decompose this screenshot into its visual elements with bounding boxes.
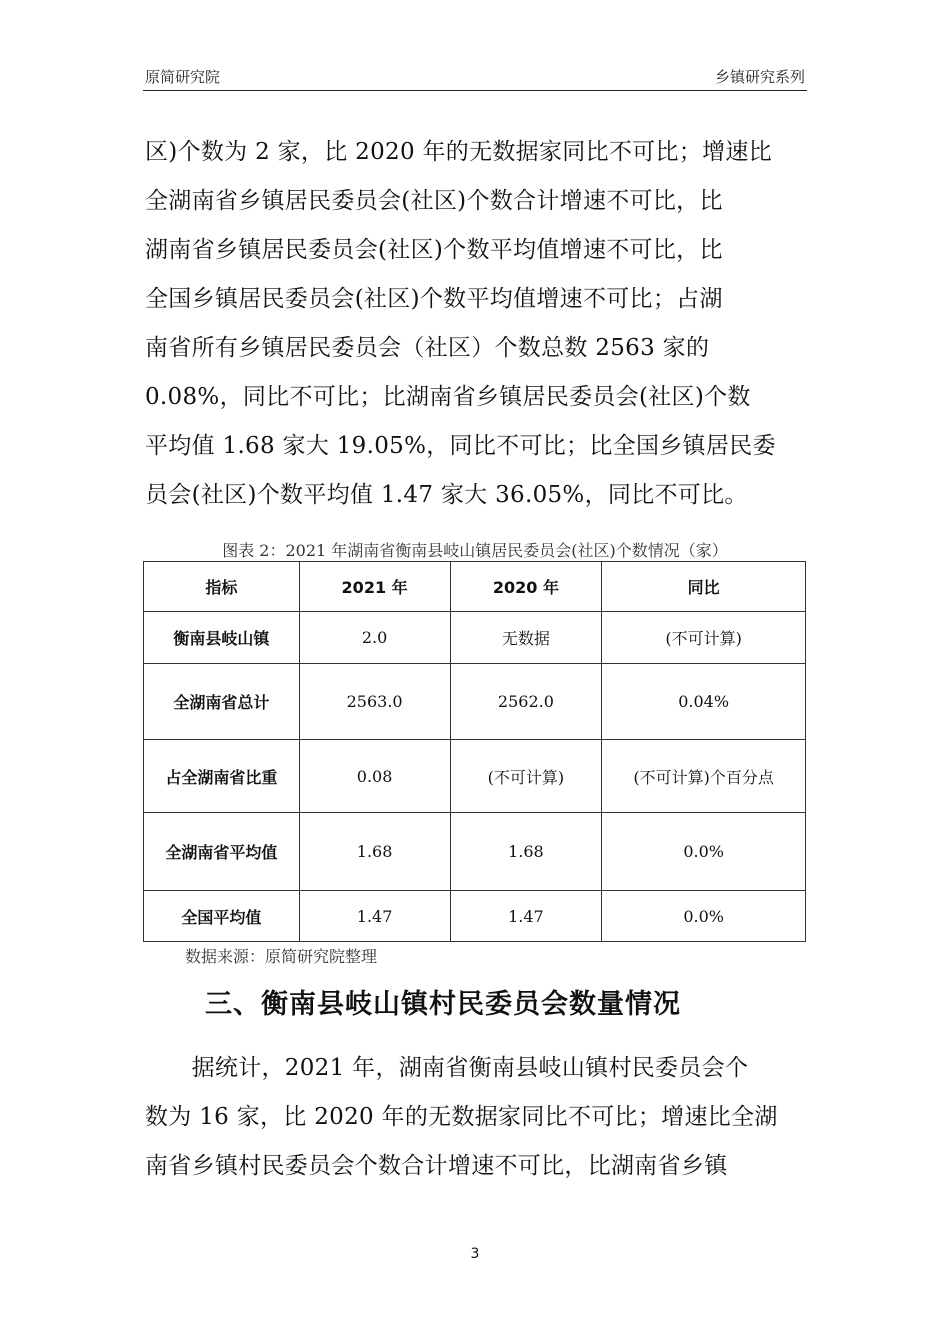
cell-2020: (不可计算) xyxy=(450,740,602,813)
cell-2021: 2.0 xyxy=(299,612,450,664)
column-header-2020: 2020 年 xyxy=(450,562,602,612)
page-number: 3 xyxy=(470,1246,480,1262)
row-label: 占全湖南省比重 xyxy=(144,740,300,813)
table-header-row xyxy=(144,562,806,612)
table-row xyxy=(144,891,806,942)
row-label: 全国平均值 xyxy=(144,891,300,942)
table-caption: 图表 2：2021 年湖南省衡南县岐山镇居民委员会(社区)个数情况（家） xyxy=(222,541,728,560)
paragraph-line: 员会(社区)个数平均值 1.47 家大 36.05%，同比不可比。 xyxy=(145,482,748,508)
row-label: 全湖南省总计 xyxy=(144,664,300,740)
cell-yoy: 0.0% xyxy=(602,813,806,891)
table-row xyxy=(144,813,806,891)
cell-yoy: 0.04% xyxy=(602,664,806,740)
paragraph-line: 南省乡镇村民委员会个数合计增速不可比，比湖南省乡镇 xyxy=(145,1153,728,1179)
paragraph-line: 数为 16 家，比 2020 年的无数据家同比不可比；增速比全湖 xyxy=(145,1104,778,1130)
paragraph-line: 全湖南省乡镇居民委员会(社区)个数合计增速不可比，比 xyxy=(145,188,723,214)
table-row xyxy=(144,612,806,664)
table-source-note: 数据来源：原简研究院整理 xyxy=(185,947,378,966)
paragraph-line: 据统计，2021 年，湖南省衡南县岐山镇村民委员会个 xyxy=(145,1055,749,1081)
header-series: 乡镇研究系列 xyxy=(714,68,805,86)
data-table xyxy=(143,561,806,942)
row-label: 全湖南省平均值 xyxy=(144,813,300,891)
cell-yoy: 0.0% xyxy=(602,891,806,942)
body-paragraph-2 xyxy=(145,1044,805,1191)
column-header-yoy: 同比 xyxy=(602,562,806,612)
header-publisher: 原简研究院 xyxy=(145,68,221,86)
cell-2020: 无数据 xyxy=(450,612,602,664)
cell-2021: 1.47 xyxy=(299,891,450,942)
table-row xyxy=(144,664,806,740)
section-heading: 三、衡南县岐山镇村民委员会数量情况 xyxy=(205,989,681,1020)
header-divider xyxy=(143,90,807,91)
cell-yoy: (不可计算) xyxy=(602,612,806,664)
cell-2021: 1.68 xyxy=(299,813,450,891)
paragraph-line: 全国乡镇居民委员会(社区)个数平均值增速不可比；占湖 xyxy=(145,286,723,312)
cell-2020: 1.68 xyxy=(450,813,602,891)
cell-2021: 2563.0 xyxy=(299,664,450,740)
paragraph-line: 南省所有乡镇居民委员会（社区）个数总数 2563 家的 xyxy=(145,335,710,361)
paragraph-line: 平均值 1.68 家大 19.05%，同比不可比；比全国乡镇居民委 xyxy=(145,433,776,459)
column-header-2021: 2021 年 xyxy=(299,562,450,612)
paragraph-line: 0.08%，同比不可比；比湖南省乡镇居民委员会(社区)个数 xyxy=(145,384,751,410)
column-header-indicator: 指标 xyxy=(144,562,300,612)
table-row xyxy=(144,740,806,813)
cell-2020: 2562.0 xyxy=(450,664,602,740)
body-paragraph-1 xyxy=(145,128,805,520)
paragraph-line: 湖南省乡镇居民委员会(社区)个数平均值增速不可比，比 xyxy=(145,237,723,263)
cell-2021: 0.08 xyxy=(299,740,450,813)
row-label: 衡南县岐山镇 xyxy=(144,612,300,664)
cell-2020: 1.47 xyxy=(450,891,602,942)
cell-yoy: (不可计算)个百分点 xyxy=(602,740,806,813)
paragraph-line: 区)个数为 2 家，比 2020 年的无数据家同比不可比；增速比 xyxy=(145,139,772,165)
